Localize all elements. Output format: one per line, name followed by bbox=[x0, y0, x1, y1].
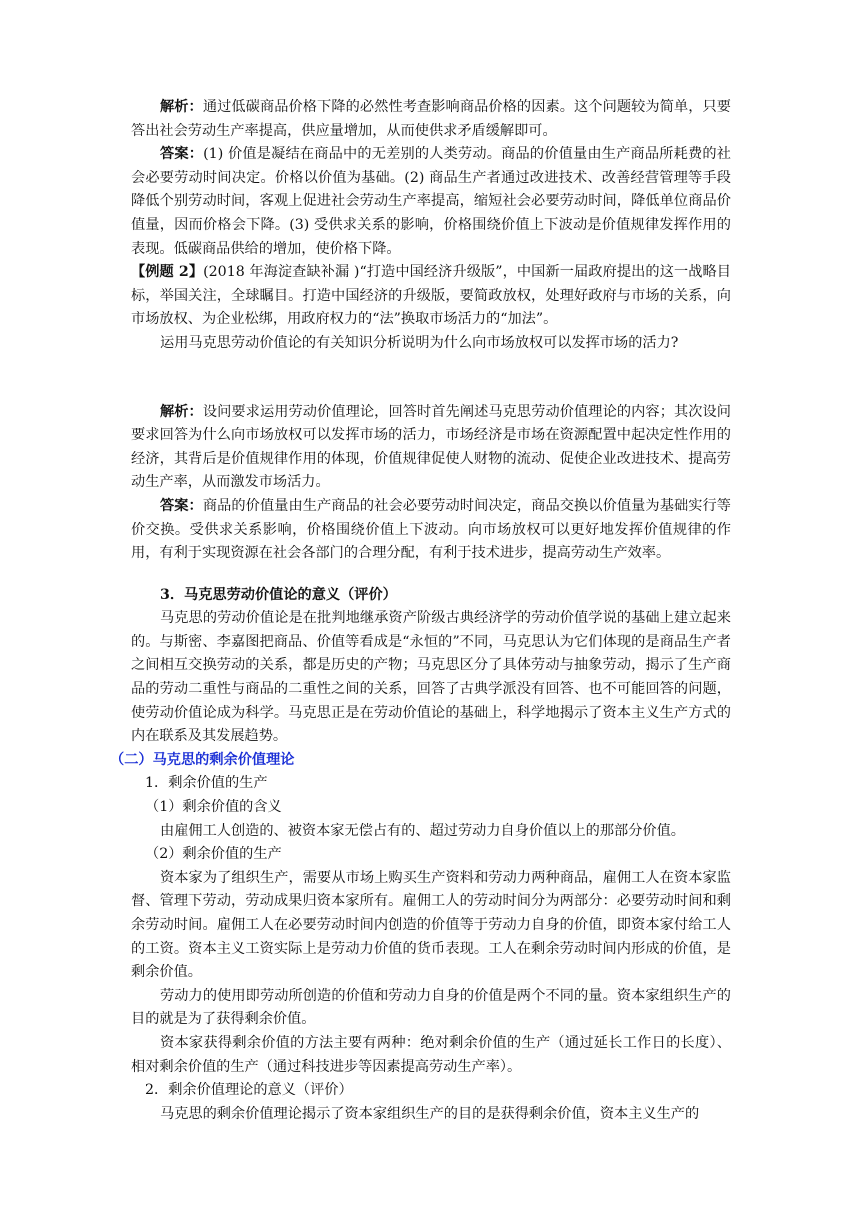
analysis-text: 设问要求运用劳动价值理论，回答时首先阐述马克思劳动价值理论的内容；其次设问要求回答为什么向市场放权可以发挥市场的活力，市场经济是市场在资源配置中起决定性作用的经济，其背后是价值规律作用的体现，价值规律促使人财物的流动、促使企业改进技术、提高劳动生产率，从而激发市场活力。 bbox=[131, 403, 731, 491]
analysis-text: 通过低碳商品价格下降的必然性考查影响商品价格的因素。这个问题较为简单，只要答出社会劳动生产率提高，供应量增加，从而使供求矛盾缓解即可。 bbox=[131, 99, 731, 139]
example-source: (2018 年海淀查缺补漏 ) bbox=[203, 264, 360, 281]
production-paragraph-1: 资本家为了组织生产，需要从市场上购买生产资料和劳动力两种商品，雇佣工人在资本家监督、管理下劳动，劳动成果归资本家所有。雇佣工人的劳动时间分为两部分：必要劳动时间和剩余劳动时间。雇佣工人在必要劳动时间内创造的价值等于劳动力自身的价值，即资本家付给工人的工资。资本主义工资实际上是劳动力价值的货币表现。工人在剩余劳动时间内形成的价值，是剩余价值。 bbox=[131, 869, 731, 981]
analysis-label: 解析： bbox=[160, 403, 203, 420]
significance-paragraph: 马克思的剩余价值理论揭示了资本家组织生产的目的是获得剩余价值，资本主义生产的 bbox=[160, 1105, 700, 1122]
example-question: 运用马克思劳动价值论的有关知识分析说明为什么向市场放权可以发挥市场的活力? bbox=[160, 334, 679, 351]
answer-paragraph-2 bbox=[131, 495, 731, 566]
example-label: 【例题 2】 bbox=[131, 264, 204, 281]
answer-text: 商品的价值量由生产商品的社会必要劳动时间决定，商品交换以价值量为基础实行等价交换。受供求关系影响，价格围绕价值上下波动。向市场放权可以更好地发挥价值规律的作用，有利于实现资源在社会各部门的合理分配，有利于技术进步，提高劳动生产效率。 bbox=[131, 497, 731, 562]
part-2-heading: （二）马克思的剩余价值理论 bbox=[110, 751, 295, 768]
answer-paragraph-1 bbox=[131, 143, 731, 261]
document-page bbox=[110, 96, 731, 1126]
example-2-paragraph bbox=[131, 261, 731, 332]
surplus-definition: 由雇佣工人创造的、被资本家无偿占有的、超过劳动力自身价值以上的那部分价值。 bbox=[160, 822, 685, 839]
example-text: “打造中国经济升级版”，中国新一届政府提出的这一战略目标，举国关注，全球瞩目。打造中国经济的升级版，要简政放权，处理好政府与市场的关系，向市场放权、为企业松绑，用政府权力的“法”换取市场活力的“加法”。 bbox=[131, 264, 731, 328]
subheading-production: （2）剩余价值的生产 bbox=[145, 846, 282, 863]
analysis-label: 解析： bbox=[160, 99, 203, 115]
answer-blank-space bbox=[131, 356, 731, 401]
production-paragraph-2: 劳动力的使用即劳动所创造的价值和劳动力自身的价值是两个不同的量。资本家组织生产的目的就是为了获得剩余价值。 bbox=[131, 987, 731, 1028]
production-paragraph-3: 资本家获得剩余价值的方法主要有两种：绝对剩余价值的生产（通过延长工作日的长度）、相对剩余价值的生产（通过科技进步等因素提高劳动生产率）。 bbox=[131, 1034, 731, 1075]
section-3-text: 马克思的劳动价值论是在批判地继承资产阶级古典经济学的劳动价值学说的基础上建立起来的。与斯密、李嘉图把商品、价值等看成是“永恒的”不同，马克思认为它们体现的是商品生产者之间相互交换劳动的关系，都是历史的产物；马克思区分了具体劳动与抽象劳动，揭示了生产商品的劳动二重性与商品的二重性之间的关系，回答了古典学派没有回答、也不可能回答的问题，使劳动价值论成为科学。马克思正是在劳动价值论的基础上，科学地揭示了资本主义生产方式的内在联系及其发展趋势。 bbox=[131, 610, 731, 745]
analysis-paragraph-2 bbox=[131, 401, 731, 495]
answer-label: 答案： bbox=[160, 497, 203, 514]
analysis-paragraph-1 bbox=[131, 96, 731, 143]
section-3-heading-text: 3．马克思劳动价值论的意义（评价） bbox=[160, 586, 397, 603]
section-spacer bbox=[131, 566, 731, 584]
subheading-surplus-production: 1．剩余价值的生产 bbox=[145, 775, 268, 792]
answer-label: 答案： bbox=[160, 146, 204, 163]
subheading-significance: 2．剩余价值理论的意义（评价） bbox=[145, 1082, 353, 1099]
section-3-heading bbox=[131, 584, 731, 608]
subheading-definition: （1）剩余价值的含义 bbox=[145, 799, 282, 816]
answer-text: (1) 价值是凝结在商品中的无差别的人类劳动。商品的价值量由生产商品所耗费的社会必要劳动时间决定。价格以价值为基础。(2) 商品生产者通过改进技术、改善经营管理等手段降低个别劳动时间，客观上促进社会劳动生产率提高，缩短社会必要劳动时间，降低单位商品价值量，因而价格会下降。(3) 受供求关系的影响，价格围绕价值上下波动是价值规律发挥作用的表现。低碳商品供给的增加，使价格下降。 bbox=[131, 146, 731, 257]
